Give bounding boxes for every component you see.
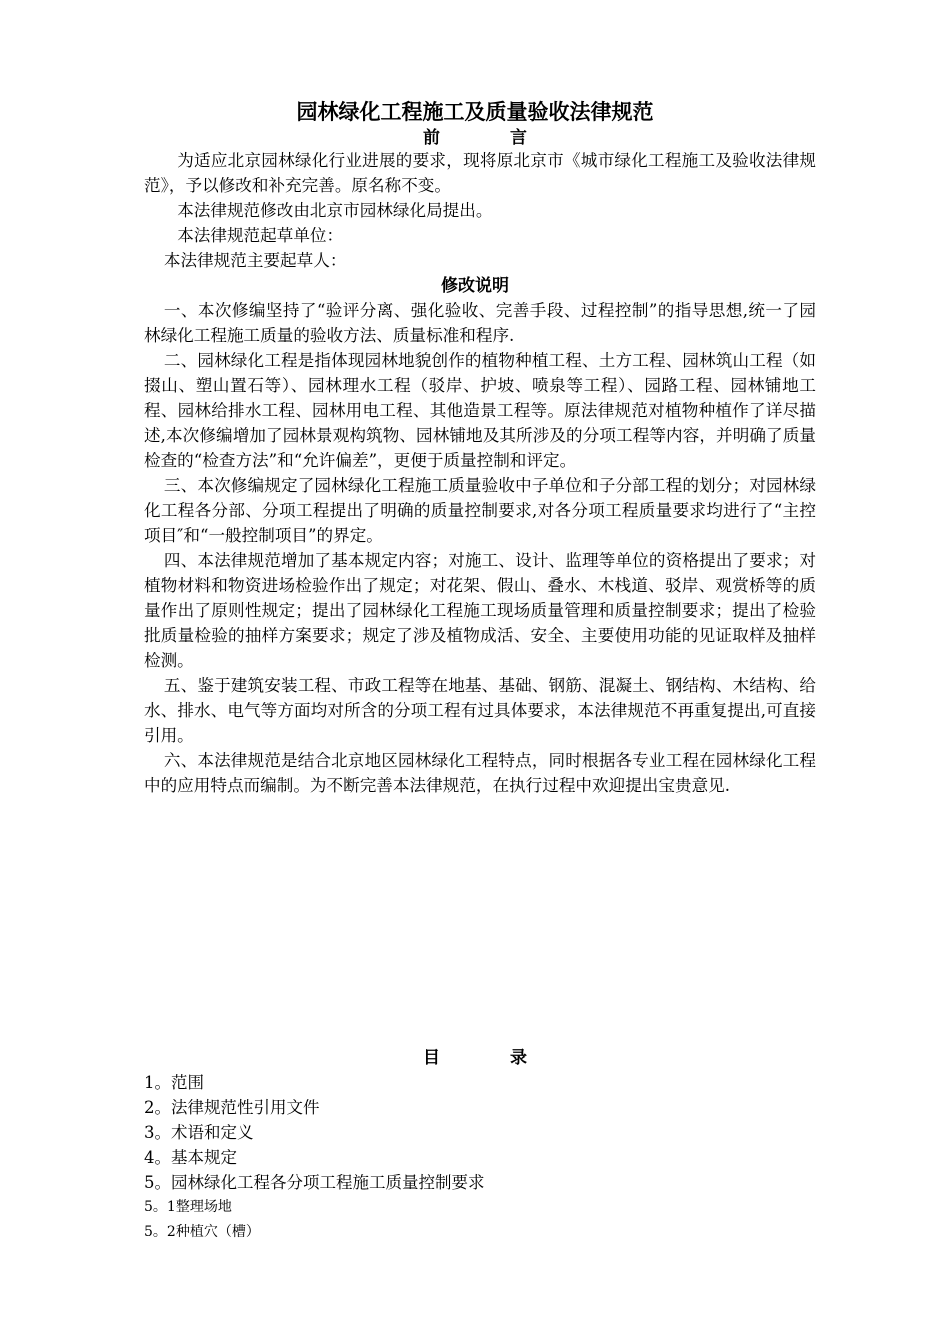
toc-heading bbox=[0, 1046, 950, 1070]
toc-heading-right: 录 bbox=[510, 1048, 527, 1068]
revision-paragraph: 六、本法律规范是结合北京地区园林绿化工程特点，同时根据各专业工程在园林绿化工程中的应用特点而编制。为不断完善本法律规范，在执行过程中欢迎提出宝贵意见. bbox=[144, 751, 816, 795]
toc-item: 1。范围 bbox=[144, 1073, 204, 1092]
revision-heading: 修改说明 bbox=[441, 276, 509, 296]
toc-item: 2。法律规范性引用文件 bbox=[144, 1098, 320, 1117]
preface-paragraph: 本法律规范起草单位： bbox=[177, 226, 344, 245]
preface-heading-right: 言 bbox=[510, 128, 527, 148]
toc-subitem: 5。1整理场地 bbox=[144, 1199, 232, 1215]
document-title: 园林绿化工程施工及质量验收法律规范 bbox=[296, 100, 654, 124]
revision-paragraph: 二、园林绿化工程是指体现园林地貌创作的植物种植工程、土方工程、园林筑山工程（如掇山、塑山置石等）、园林理水工程（驳岸、护坡、喷泉等工程）、园路工程、园林铺地工程、园林给排水工程、园林用电工程、其他造景工程等。原法律规范对植物种植作了详尽描述,本次修编增加了园林景观构筑物、园林铺地及其所涉及的分项工程等内容，并明确了质量检查的“检查方法”和“允许偏差”，更便于质量控制和评定。 bbox=[144, 351, 816, 470]
revision-paragraph: 四、本法律规范增加了基本规定内容；对施工、设计、监理等单位的资格提出了要求；对植物材料和物资进场检验作出了规定；对花架、假山、叠水、木栈道、驳岸、观赏桥等的质量作出了原则性规定；提出了园林绿化工程施工现场质量管理和质量控制要求；提出了检验批质量检验的抽样方案要求；规定了涉及植物成活、安全、主要使用功能的见证取样及抽样检测。 bbox=[144, 551, 816, 670]
toc-item: 5。园林绿化工程各分项工程施工质量控制要求 bbox=[144, 1173, 485, 1192]
preface-heading-left: 前 bbox=[423, 128, 440, 148]
toc-item: 3。术语和定义 bbox=[144, 1123, 254, 1142]
preface-heading bbox=[0, 126, 950, 150]
preface-body bbox=[144, 148, 816, 273]
toc-item: 4。基本规定 bbox=[144, 1148, 237, 1167]
preface-paragraph: 为适应北京园林绿化行业进展的要求，现将原北京市《城市绿化工程施工及验收法律规范》，予以修改和补充完善。原名称不变。 bbox=[144, 151, 816, 195]
revision-paragraph: 五、鉴于建筑安装工程、市政工程等在地基、基础、钢筋、混凝土、钢结构、木结构、给水、排水、电气等方面均对所含的分项工程有过具体要求，本法律规范不再重复提出,可直接引用。 bbox=[144, 676, 816, 745]
preface-paragraph: 本法律规范主要起草人： bbox=[163, 251, 347, 270]
revision-paragraph: 一、本次修编坚持了“验评分离、强化验收、完善手段、过程控制”的指导思想,统一了园林绿化工程施工质量的验收方法、质量标准和程序. bbox=[144, 301, 816, 345]
toc-subitem: 5。2种植穴（槽） bbox=[144, 1224, 260, 1240]
toc-heading-left: 目 bbox=[423, 1048, 440, 1068]
revision-body bbox=[144, 298, 816, 798]
preface-paragraph: 本法律规范修改由北京市园林绿化局提出。 bbox=[177, 201, 493, 220]
table-of-contents bbox=[144, 1070, 816, 1245]
revision-paragraph: 三、本次修编规定了园林绿化工程施工质量验收中子单位和子分部工程的划分；对园林绿化工程各分部、分项工程提出了明确的质量控制要求,对各分项工程质量要求均进行了“主控项目″和“一般控制项目”的界定。 bbox=[144, 476, 816, 545]
